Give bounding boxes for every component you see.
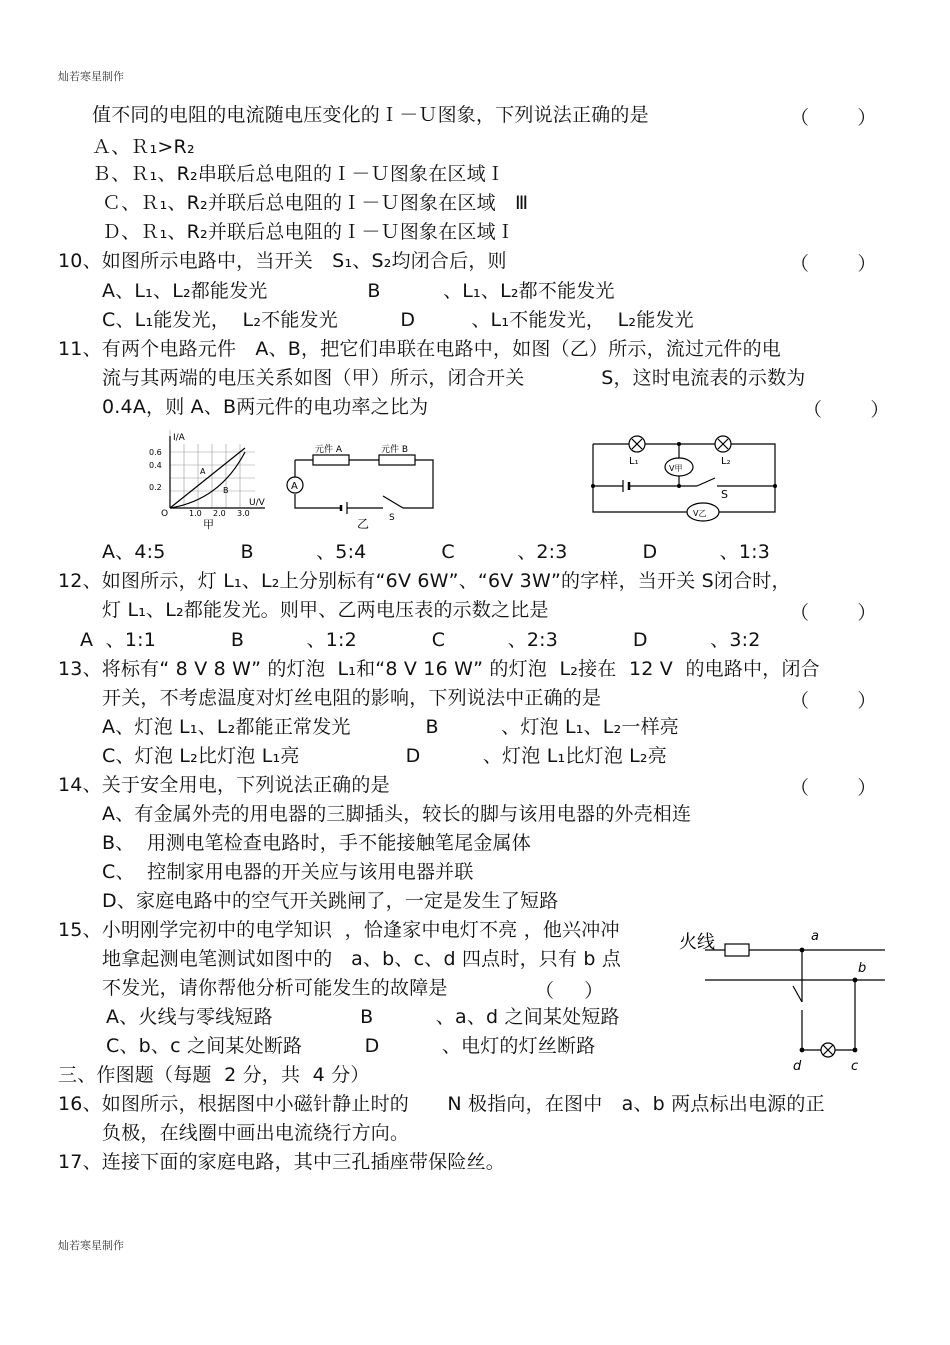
switch-q12-label: S: [721, 488, 728, 501]
q9-option-c: Ｃ、Ｒ₁、R₂并联后总电阻的Ｉ－Ｕ图象在区域 Ⅲ: [102, 192, 529, 214]
graph-ytick-04: 0.4: [149, 461, 162, 470]
graph-xtick-2: 2.0: [213, 509, 226, 518]
q10-answer-paren: （ ）: [790, 253, 877, 275]
page-footer: 灿若寒星制作: [58, 1239, 124, 1252]
q13-options-cd: C、灯泡 L₂比灯泡 L₁亮 D 、灯泡 L₁比灯泡 L₂亮: [102, 745, 667, 767]
q14-answer-paren: （ ）: [790, 777, 877, 799]
q14-option-b: B、 用测电笔检查电路时，手不能接触笔尾金属体: [102, 832, 531, 854]
switch-label: S: [389, 513, 395, 523]
graph-origin: O: [161, 509, 169, 519]
lamp-l1-label: L₁: [629, 456, 639, 467]
switch-s: [383, 496, 403, 508]
q9-option-b: Ｂ、Ｒ₁、R₂串联后总电阻的Ｉ－Ｕ图象在区域Ｉ: [92, 163, 506, 185]
q15-options-cd: C、b、c 之间某处断路 D 、电灯的灯丝断路: [106, 1035, 596, 1057]
wall-switch: [793, 986, 802, 1002]
point-a-label: a: [811, 929, 819, 944]
q15-answer-paren: （ ）: [535, 980, 604, 1002]
q13-options-ab: A、灯泡 L₁、L₂都能正常发光 B 、灯泡 L₁、L₂一样亮: [102, 716, 679, 738]
q10-options-ab: A、L₁、L₂都能发光 B 、L₁、L₂都不能发光: [102, 280, 615, 302]
ammeter-label: A: [291, 481, 298, 492]
voltmeter-yi-label: V乙: [693, 509, 707, 518]
q15-options-ab: A、火线与零线短路 B 、a、d 之间某处短路: [106, 1006, 620, 1028]
q9-option-d: Ｄ、Ｒ₁、R₂并联后总电阻的Ｉ－Ｕ图象在区域Ｉ: [102, 221, 516, 243]
graph-ytick-06: 0.6: [149, 448, 162, 457]
q9-answer-paren: （ ）: [790, 107, 877, 129]
graph-ytick-02: 0.2: [149, 483, 162, 492]
circuit-yi: [285, 440, 445, 532]
iu-graph-jia: [145, 430, 285, 530]
voltmeter-jia-label: V甲: [669, 464, 683, 473]
switch-q12: [697, 478, 715, 486]
q15-line1: 15、小明刚学完初中的电学知识 ，恰逢家中电灯不亮 ，他兴冲冲: [58, 919, 620, 941]
point-b-label: b: [858, 961, 867, 976]
q13-line1: 13、将标有“ 8 V 8 W” 的灯泡 L₁和“8 V 16 W” 的灯泡 L₂接在 12 V 的电路中，闭合: [58, 658, 820, 680]
section-3-heading: 三、作图题（每题 2 分，共 4 分）: [58, 1064, 370, 1086]
q14-option-a: A、有金属外壳的用电器的三脚插头，较长的脚与该用电器的外壳相连: [102, 803, 692, 825]
element-b-resistor: [379, 455, 415, 465]
q16-line2: 负极，在线圈中画出电流绕行方向。: [102, 1122, 410, 1144]
graph-xtick-1: 1.0: [189, 509, 202, 518]
element-a-resistor: [313, 455, 349, 465]
q16-line1: 16、如图所示，根据图中小磁针静止时的 N 极指向，在图中 a、b 两点标出电源的正: [58, 1093, 825, 1115]
fuse: [725, 944, 749, 956]
lamp-l2-label: L₂: [721, 456, 731, 467]
page-header: 灿若寒星制作: [58, 70, 124, 83]
q9-option-a: Ａ、Ｒ₁>R₂: [92, 136, 195, 158]
circuit-q12: [585, 432, 785, 524]
q12-options: A 、1:1 B 、1:2 C 、2:3 D 、3:2: [80, 629, 761, 651]
q15-line3: 不发光，请你帮他分析可能发生的故障是: [102, 977, 448, 999]
q10-options-cd: C、L₁能发光， L₂不能发光 D 、L₁不能发光， L₂能发光: [102, 309, 694, 331]
graph-caption: 甲: [203, 518, 214, 530]
graph-xtick-3: 3.0: [237, 509, 250, 518]
wiring-diagram-q15: [675, 918, 895, 1078]
q12-line2: 灯 L₁、L₂都能发光。则甲、乙两电压表的示数之比是: [102, 599, 549, 621]
circuit-yi-caption: 乙: [357, 517, 370, 531]
graph-ylabel: I/A: [173, 433, 185, 443]
graph-xlabel: U/V: [249, 498, 265, 508]
q11-line1: 11、有两个电路元件 A、B，把它们串联在电路中，如图（乙）所示，流过元件的电: [58, 338, 782, 360]
q14-option-c: C、 控制家用电器的开关应与该用电器并联: [102, 861, 474, 883]
q9-stem: 值不同的电阻的电流随电压变化的Ｉ－Ｕ图象，下列说法正确的是: [92, 104, 649, 126]
q13-answer-paren: （ ）: [790, 690, 877, 712]
q11-line2: 流与其两端的电压关系如图（甲）所示，闭合开关 S，这时电流表的示数为: [102, 367, 806, 389]
q10-stem: 10、如图所示电路中，当开关 S₁、S₂均闭合后，则: [58, 250, 507, 272]
q11-line3: 0.4A，则 A、B两元件的电功率之比为: [102, 396, 429, 418]
q11-options: A、4:5 B 、5:4 C 、2:3 D 、1:3: [102, 541, 771, 563]
q14-stem: 14、关于安全用电，下列说法正确的是: [58, 774, 390, 796]
element-b-label: 元件 B: [381, 445, 409, 455]
graph-label-b: B: [223, 486, 229, 495]
q14-option-d: D、家庭电路中的空气开关跳闸了，一定是发生了短路: [102, 890, 559, 912]
q12-answer-paren: （ ）: [790, 602, 877, 624]
graph-label-a: A: [200, 467, 206, 476]
point-d-label: d: [793, 1059, 802, 1074]
q13-line2: 开关，不考虑温度对灯丝电阻的影响，下列说法中正确的是: [102, 687, 602, 709]
point-c-label: c: [851, 1059, 859, 1074]
q11-answer-paren: （ ）: [803, 399, 890, 421]
q12-line1: 12、如图所示，灯 L₁、L₂上分别标有“6V 6W”、“6V 3W”的字样，当开关 S闭合时，: [58, 570, 791, 592]
q15-line2: 地拿起测电笔测试如图中的 a、b、c、d 四点时，只有 b 点: [102, 948, 622, 970]
live-wire-label: 火线: [679, 932, 715, 953]
q17-stem: 17、连接下面的家庭电路，其中三孔插座带保险丝。: [58, 1151, 505, 1173]
element-a-label: 元件 A: [315, 445, 343, 455]
